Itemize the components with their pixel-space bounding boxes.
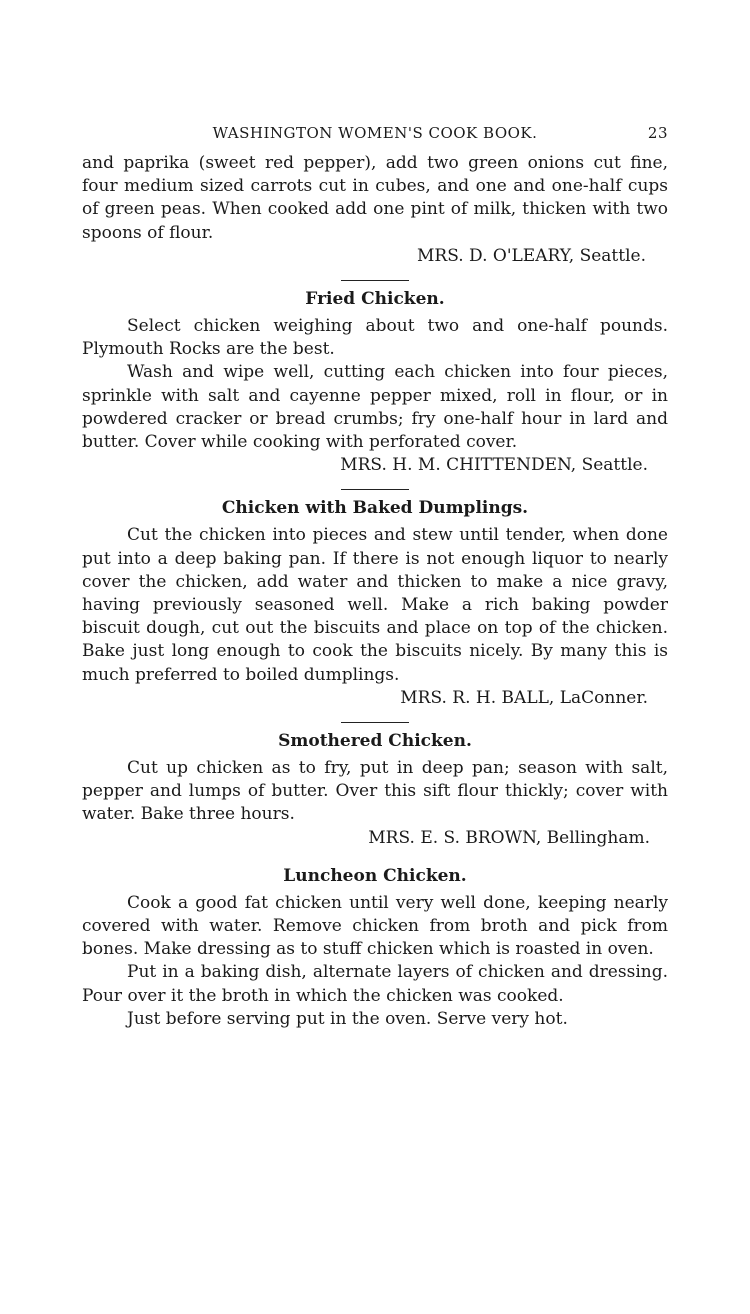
recipe-paragraph: Wash and wipe well, cutting each chicken into four pieces, sprinkle with salt and cayenne pepper mixed, roll in flour, or in powdered cracker or bread crumbs; fry one-half hour in lard and butter. Cover while cooking with perforated cover. — [82, 362, 668, 453]
section-divider — [341, 280, 409, 281]
recipe-paragraph: Cook a good fat chicken until very well done, keeping nearly covered with water. Remove chicken from broth and pick from bones. Make dressing as to stuff chicken which is roasted in oven. — [82, 892, 668, 960]
recipe-title: Luncheon Chicken. — [283, 865, 467, 886]
book-title: WASHINGTON WOMEN'S COOK BOOK. — [212, 124, 538, 142]
recipe-signature: MRS. H. M. CHITTENDEN, Seattle. — [340, 455, 648, 476]
continuation-paragraph: and paprika (sweet red pepper), add two green onions cut fine, four medium sized carrots cut in cubes, and one and one-half cups of green peas. When cooked add one pint of milk, thicken with two spoons of flour. — [82, 153, 668, 243]
book-page — [82, 124, 668, 1031]
recipe-title: Fried Chicken. — [305, 289, 445, 310]
recipe-signature: MRS. R. H. BALL, LaConner. — [400, 687, 648, 708]
section-divider — [341, 489, 409, 490]
recipe-signature: MRS. E. S. BROWN, Bellingham. — [368, 827, 650, 848]
recipe-signature: MRS. D. O'LEARY, Seattle. — [417, 245, 646, 266]
section-spacer — [82, 850, 668, 864]
recipe-paragraph: Cut up chicken as to fry, put in deep pan; season with salt, pepper and lumps of butter. Over this sift flour thickly; cover with water. Bake three hours. — [82, 758, 668, 825]
running-header — [82, 124, 668, 152]
section-divider — [341, 722, 409, 723]
recipe-paragraph: Cut the chicken into pieces and stew until tender, when done put into a deep baking pan. If there is not enough liquor to nearly cover the chicken, add water and thicken to make a nice gravy, having previously seasoned well. Make a rich baking powder biscuit dough, cut out the biscuits and place on top of the chicken. Bake just long enough to cook the biscuits nicely. By many this is much preferred to boiled dumplings. — [82, 525, 668, 685]
page-number: 23 — [647, 124, 668, 142]
recipe-paragraph: Select chicken weighing about two and one-half pounds. Plymouth Rocks are the best. — [82, 316, 668, 360]
recipe-paragraph: Put in a baking dish, alternate layers of chicken and dressing. Pour over it the broth in which the chicken was cooked. — [82, 962, 668, 1006]
recipe-title: Chicken with Baked Dumplings. — [221, 498, 529, 519]
recipe-paragraph: Just before serving put in the oven. Serve very hot. — [127, 1008, 568, 1029]
recipe-title: Smothered Chicken. — [278, 731, 472, 752]
